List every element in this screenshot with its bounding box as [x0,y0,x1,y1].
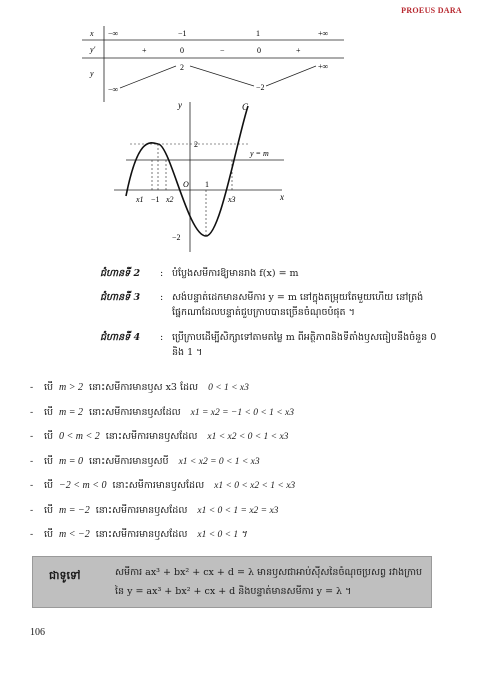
case-condition: −2 < m < 0 [59,480,107,491]
case-math: x1 < 0 < 1 ។ [197,530,247,540]
case-prefix: បើ [44,382,54,393]
sign: + [296,46,301,55]
list-item: - បើ 0 < m < 2 នោះសមីការមានឫសដែល x1 < x2 < 0 < 1 < x3 [30,431,289,442]
y-axis-label: y [178,100,182,110]
case-text: នោះសមីការមានឫសដែល [105,431,198,442]
x-value: 1 [256,29,260,38]
case-condition: m < −2 [59,529,90,540]
x-axis-label: x [280,192,284,202]
root-label-x3: x3 [228,195,236,204]
tick-label-one: 1 [205,180,209,189]
note-text: សមីការ ax³ + bx² + cx + d = λ មានឫសជាអាប់ស៊ីសនៃចំណុចប្រសព្វ រវាងក្រាបនៃ y = ax³ + bx² + cx + d និងបន្ទាត់មានសមីការ y = λ ។ [115,567,423,597]
step-text: ប្រើក្រាបដើម្បីសិក្សាទៅតាមតម្លៃ m ពីអត្ថិភាពនិងទីតាំងឫសធៀបនឹងចំនួន 0 និង 1 ។ [172,332,437,358]
line-label: y = m [250,149,269,158]
tick-label-neg-two: −2 [172,233,181,242]
page-number: 106 [30,627,45,638]
step-label: ជំហានទី 3 [100,292,141,303]
step-colon: : [160,268,164,279]
tick-label-two: 2 [194,140,198,149]
row-label-y: y [90,69,94,78]
y-value: +∞ [318,62,329,71]
case-math: 0 < 1 < x3 [208,383,249,393]
case-text: នោះសមីការមានឫស x3 ដែល [89,382,199,393]
y-value: 2 [180,63,184,72]
y-value: −∞ [108,85,119,94]
case-math: x1 < x2 = 0 < 1 < x3 [178,456,260,467]
case-text: នោះសមីការមានឫសដែល [112,480,205,491]
case-text: នោះសមីការមានឫសដែល [95,529,188,540]
case-text: នោះសមីការមានឫសដែល [89,406,181,418]
step-label: ជំហានទី 4 [100,332,141,343]
x-value: +∞ [318,29,329,38]
case-prefix: បើ [44,504,54,516]
sign: + [142,46,147,55]
book-brand: PROEUS DARA [401,6,462,15]
case-text: នោះសមីការមានឫសបី [89,455,169,467]
case-condition: m > 2 [59,382,84,393]
note-label: ជាទូទៅ [49,569,81,582]
variation-table [82,26,344,102]
variation-arrow [190,66,254,86]
cubic-graph [108,96,308,256]
cases-list [30,380,450,552]
list-item: - បើ m > 2 នោះសមីការមានឫស x3 ដែល 0 < 1 < x3 [30,382,249,393]
list-item: - បើ m = 2 នោះសមីការមានឫសដែល x1 = x2 = −1 < 0 < 1 < x3 [30,406,295,418]
sign: − [220,46,225,55]
list-item: - បើ m = 0 នោះសមីការមានឫសបី x1 < x2 = 0 < 1 < x3 [30,455,260,467]
list-item: - បើ −2 < m < 0 នោះសមីការមានឫសដែល x1 < 0 < x2 < 1 < x3 [30,480,296,491]
case-prefix: បើ [44,455,54,467]
y-value: −2 [256,83,265,92]
case-prefix: បើ [44,480,54,491]
variation-arrow [120,66,176,88]
tick-label-neg-one: −1 [151,195,160,204]
step-colon: : [160,332,164,343]
case-condition: m = −2 [59,504,90,516]
case-condition: 0 < m < 2 [59,431,100,442]
x-value: −∞ [108,29,119,38]
list-item: - បើ m = −2 នោះសមីការមានឫសដែល x1 < 0 < 1 = x2 = x3 [30,504,279,516]
step-label: ជំហានទី 2 [100,268,141,279]
root-label-x1: x1 [136,195,144,204]
case-text: នោះសមីការមានឫសដែល [95,504,188,516]
case-prefix: បើ [44,529,54,540]
case-condition: m = 2 [59,406,84,418]
variation-arrow [266,66,316,86]
list-item: - បើ m < −2 នោះសមីការមានឫសដែល x1 < 0 < 1 ។ [30,529,247,540]
sign: 0 [257,46,261,55]
origin-label: O [183,180,189,189]
case-prefix: បើ [44,406,54,418]
cubic-curve [126,106,248,236]
case-math: x1 < 0 < x2 < 1 < x3 [214,481,296,491]
case-prefix: បើ [44,431,54,442]
general-note-box [32,556,432,608]
case-math: x1 < x2 < 0 < 1 < x3 [207,432,289,442]
row-label-yprime: y' [90,45,96,54]
case-math: x1 = x2 = −1 < 0 < 1 < x3 [190,407,295,418]
step-colon: : [160,292,164,303]
sign: 0 [180,46,184,55]
step-text: សង់បន្ទាត់ដេកមានសមីការ y = m នៅក្នុងតម្រុយតែមួយហើយ នៅត្រង់ផ្នែកណាដែលបន្ទាត់ជួបក្រាបបានច្រើនចំណុចបំផុត ។ [172,292,424,318]
x-value: −1 [178,29,187,38]
curve-label: C [242,102,249,112]
case-math: x1 < 0 < 1 = x2 = x3 [197,505,279,516]
row-label-x: x [90,29,94,38]
step-text: បំប្លែងសមីការឱ្យមានរាង f(x) = m [172,268,299,279]
case-condition: m = 0 [59,455,84,467]
root-label-x2: x2 [166,195,174,204]
